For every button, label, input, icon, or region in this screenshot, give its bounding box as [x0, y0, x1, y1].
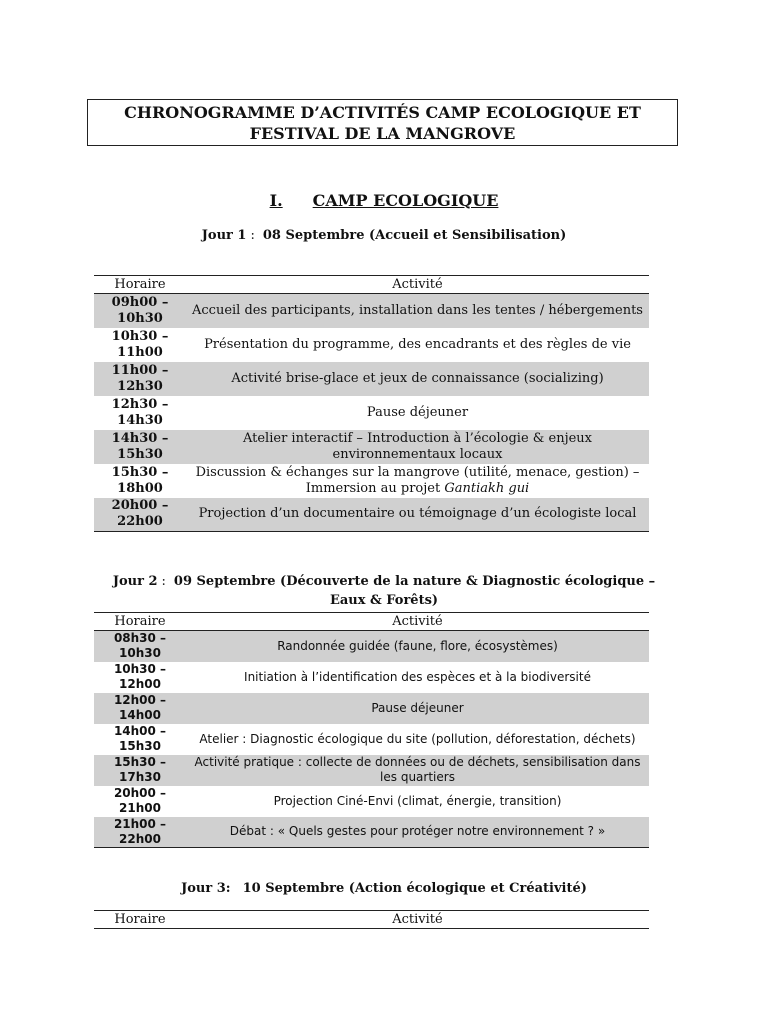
header-activity: Activité: [186, 276, 649, 294]
activity-cell: Débat : « Quels gestes pour protéger notre environnement ? »: [186, 817, 649, 848]
table-row: [94, 755, 649, 786]
day-2-heading: [100, 572, 668, 610]
table-row: [94, 817, 649, 848]
time-cell: 09h00 – 10h30: [94, 294, 186, 328]
day-2-separator: :: [161, 574, 166, 589]
project-name: Gantiakh gui: [444, 480, 530, 496]
header-time: Horaire: [94, 276, 186, 294]
time-cell: 08h30 – 10h30: [94, 631, 186, 662]
day-3-schedule-table: [94, 910, 649, 929]
activity-cell: Atelier interactif – Introduction à l’écologie & enjeux environnementaux locaux: [186, 430, 649, 464]
day-1-label: Jour 1: [201, 228, 247, 243]
table-row: [94, 362, 649, 396]
table-row: [94, 693, 649, 724]
activity-cell: [186, 464, 649, 498]
table-row: [94, 294, 649, 328]
section-number: I.: [269, 191, 283, 210]
header-time: Horaire: [94, 613, 186, 631]
table-row: [94, 464, 649, 498]
time-cell: 12h00 – 14h00: [94, 693, 186, 724]
header-activity: Activité: [186, 911, 649, 929]
table-row: [94, 430, 649, 464]
time-cell: 11h00 – 12h30: [94, 362, 186, 396]
activity-cell: Initiation à l’identification des espèces et à la biodiversité: [244, 669, 591, 684]
time-cell: 15h30 – 18h00: [111, 464, 169, 496]
activity-cell: Activité brise-glace et jeux de connaissance (socializing): [186, 362, 649, 396]
header-activity: Activité: [186, 613, 649, 631]
table-row: [94, 328, 649, 362]
day-3-label: Jour 3:: [181, 881, 231, 896]
day-3-heading: [0, 879, 768, 898]
time-cell: 20h00 – 21h00: [113, 786, 167, 815]
activity-cell: Présentation du programme, des encadrants et des règles de vie: [204, 336, 631, 352]
table-header-row: [94, 276, 649, 294]
header-time: Horaire: [94, 911, 186, 929]
document-title-line-2: FESTIVAL DE LA MANGROVE: [249, 123, 516, 143]
table-header-row: [94, 613, 649, 631]
day-1-schedule-table: [94, 275, 649, 532]
time-cell: 15h30 – 17h30: [94, 755, 186, 786]
table-row: [94, 396, 649, 430]
time-cell: 10h30 – 12h00: [113, 662, 167, 691]
activity-cell: Pause déjeuner: [186, 693, 649, 724]
activity-cell: Atelier : Diagnostic écologique du site (pollution, déforestation, déchets): [199, 731, 636, 746]
activity-cell: Projection Ciné-Envi (climat, énergie, transition): [273, 793, 562, 808]
section-name: CAMP ECOLOGIQUE: [312, 191, 499, 210]
table-row: [94, 631, 649, 662]
table-row: [94, 786, 649, 817]
activity-cell: Randonnée guidée (faune, flore, écosystèmes): [186, 631, 649, 662]
table-row: [94, 662, 649, 693]
time-cell: 12h30 – 14h30: [111, 396, 169, 428]
section-heading: [0, 191, 768, 210]
time-cell: 14h30 – 15h30: [94, 430, 186, 464]
day-2-label: Jour 2: [112, 574, 158, 589]
table-header-row: [94, 911, 649, 929]
activity-cell: Projection d’un documentaire ou témoignage d’un écologiste local: [186, 498, 649, 532]
table-row: [94, 498, 649, 532]
time-cell: 10h30 – 11h00: [111, 328, 169, 360]
document-title: [87, 99, 678, 146]
day-1-separator: :: [250, 228, 255, 243]
time-cell: 20h00 – 22h00: [94, 498, 186, 532]
table-row: [94, 724, 649, 755]
document-title-line-1: CHRONOGRAMME D’ACTIVITÉS CAMP ECOLOGIQUE ET: [124, 102, 641, 122]
time-cell: 14h00 – 15h30: [113, 724, 167, 753]
time-cell: 21h00 – 22h00: [94, 817, 186, 848]
day-1-heading: [0, 226, 768, 245]
day-3-title: 10 Septembre (Action écologique et Créativité): [242, 881, 587, 896]
activity-cell: Activité pratique : collecte de données ou de déchets, sensibilisation dans les quartiers: [186, 755, 649, 786]
day-2-schedule-table: [94, 612, 649, 848]
activity-cell: Pause déjeuner: [366, 404, 469, 420]
activity-cell: Accueil des participants, installation dans les tentes / hébergements: [186, 294, 649, 328]
day-2-title: 09 Septembre (Découverte de la nature & Diagnostic écologique – Eaux & Forêts): [173, 574, 656, 608]
day-1-title: 08 Septembre (Accueil et Sensibilisation): [262, 228, 567, 243]
activity-text: Discussion & échanges sur la mangrove (utilité, menace, gestion) – Immersion au projet: [195, 464, 640, 496]
